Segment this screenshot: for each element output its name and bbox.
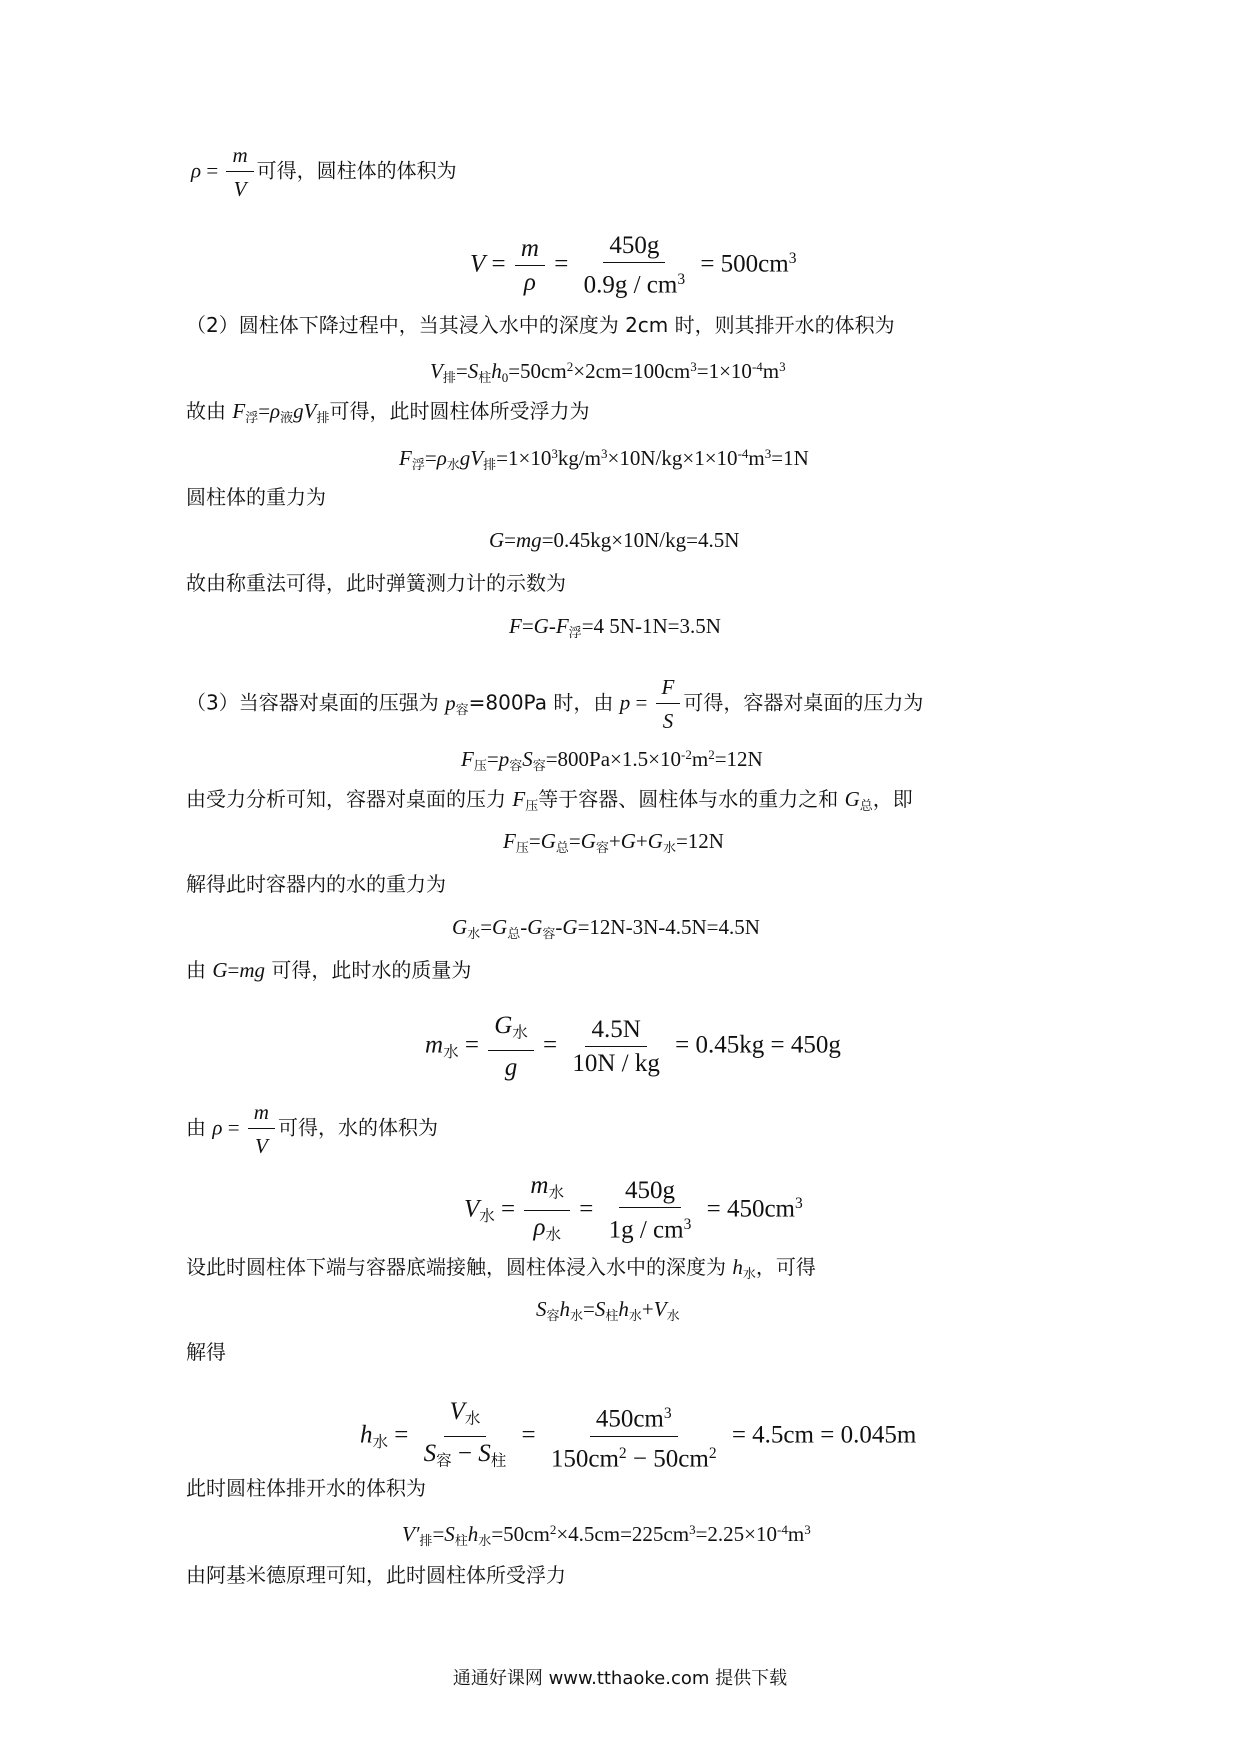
equation-scale-reading: $F=G-F_浮=4$ 5N-1N=3.5N [509,614,721,640]
paragraph-water-mass: 由 G=mg 可得，此时水的质量为 [186,958,472,982]
equation-water-volume: $V_水$ = $\frac{m_水}{\rho_水}$ = $\frac{450g}{1g / cm^3}$ = $450cm^3$ [464,1172,803,1249]
symbol-rho: ρ [191,158,202,183]
equation-pressure-force: $F_压=p_容S_容=800Pa\times 1.5\times 10^{-2}m^2=12N$ [461,747,763,774]
paragraph-solve: 解得 [186,1340,226,1364]
paragraph-displaced-volume-2: 此时圆柱体排开水的体积为 [186,1476,426,1500]
fraction-m-over-v: $\frac{m}{V}$ [226,141,253,203]
paragraph-water-volume: 由 ρ = $\frac{m}{V}$ 可得，水的体积为 [186,1100,438,1158]
fraction-v-over-area-diff: $\frac{V_水}{S_容 - S_柱}$ [423,1398,507,1470]
fraction-4-5n-over-10n: $\frac{4.5N}{10N / kg}$ [572,1015,660,1077]
equation-cylinder-volume: V = $\frac{m}{\rho}$ = $\frac{450g}{0.9g / cm^3}$ = $500cm^3$ [470,232,797,299]
equation-displaced-volume: $V_排=S_柱h_0=50cm^2\times 2cm=100cm^3=1\times 10^{-4}m^3$ [430,359,786,386]
line-density-formula: ρ = $\frac{m}{V}$ 可得，圆柱体的体积为 [191,143,457,201]
fraction-m-over-v-2: $\frac{m}{V}$ [248,1098,275,1160]
page-footer: 通通好课网 www.tthaoke.com 提供下载 [452,1668,788,1689]
paragraph-part-2: （2）圆柱体下降过程中，当其浸入水中的深度为 2cm 时，则其排开水的体积为 [186,313,895,337]
fraction-450-over-100: $\frac{450cm^3}{150cm^2 - 50cm^2}$ [545,1400,723,1473]
equation-water-mass: $m_水$ = $\frac{G_水}{g}$ = $\frac{4.5N}{10N / kg}$ = 0.45kg = 450g [425,1012,841,1081]
equation-depth-relation: $S_容h_水=S_柱h_水+V_水$ [536,1297,680,1323]
paragraph-scale-reading: 故由称重法可得，此时弹簧测力计的示数为 [186,571,566,595]
equation-water-depth: $h_水$ = $\frac{V_水}{S_容 - S_柱}$ = $\frac{450cm^3}{150cm^2 - 50cm^2}$ = 4.5cm = 0.045m [360,1398,916,1475]
equation-water-weight: $G_水=G_总-G_容-G=12N-3N-4.5N=4.5N$ [452,915,760,941]
fraction-g-over-g: $\frac{G_水}{g}$ [488,1012,534,1082]
paragraph-force-analysis: 由受力分析可知，容器对桌面的压力 $F_压$等于容器、圆柱体与水的重力之和 $G_总$，即 [186,787,913,813]
equation-weight: G=mg=0.45kg×10N/kg=4.5N [489,528,740,552]
paragraph-part-3: （3）当容器对桌面的压强为 $p_容=800Pa$ 时，由 p = $\frac{F}{S}$ 可得，容器对桌面的压力为 [186,675,924,733]
equation-total-weight: $F_压=G_总=G_容+G+G_水=12N$ [503,829,724,855]
paragraph-buoyancy-intro: 故由 $F_浮=\rho_液gV_排$可得，此时圆柱体所受浮力为 [186,399,590,425]
equation-displaced-volume-2: $V'_排=S_柱h_水=50cm^2\times 4.5cm=225cm^3=2.25\times 10^{-4}m^3$ [402,1522,811,1549]
fraction-450g-over-density: $\frac{450g}{0.9g / cm^3}$ [583,232,686,299]
paragraph-water-weight: 解得此时容器内的水的重力为 [186,872,446,896]
fraction-m-water-over-rho-water: $\frac{m_水}{\rho_水}$ [524,1172,570,1249]
paragraph-archimedes: 由阿基米德原理可知，此时圆柱体所受浮力 [186,1563,566,1587]
fraction-450g-over-1g: $\frac{450g}{1g / cm^3}$ [608,1176,692,1244]
paragraph-depth-assumption: 设此时圆柱体下端与容器底端接触，圆柱体浸入水中的深度为 $h_水$，可得 [186,1255,816,1281]
fraction-f-over-s: $\frac{F}{S}$ [656,673,681,735]
equation-buoyancy: $F_浮=\rho_水gV_排=1\times 10^3kg/m^3\times 10N/kg\times 1\times 10^{-4}m^3=1N$ [399,446,809,473]
fraction-m-over-rho: $\frac{m}{\rho}$ [515,235,545,297]
paragraph-weight-intro: 圆柱体的重力为 [186,485,326,509]
